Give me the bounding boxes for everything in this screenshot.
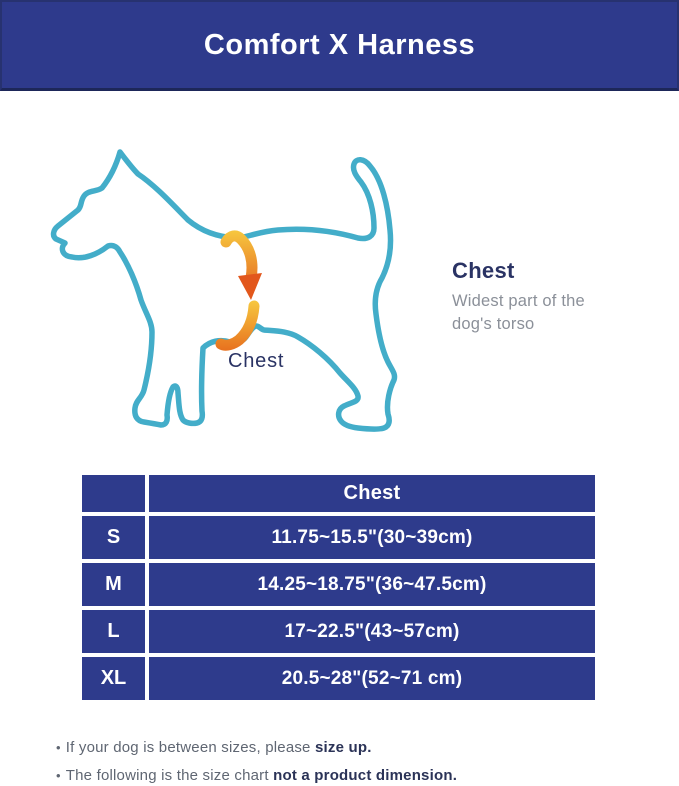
notes [56, 739, 457, 786]
measure-band-upper-icon [226, 236, 252, 278]
table-header-chest: Chest [149, 475, 595, 512]
header-banner [0, 0, 679, 91]
size-cell-xl: XL [82, 657, 145, 700]
page-title: Comfort X Harness [203, 28, 476, 61]
size-cell-l: L [82, 610, 145, 653]
size-table [82, 475, 595, 700]
note-bold: not a product dimension. [273, 767, 458, 784]
chest-value-cell-xl: 20.5~28"(52~71 cm) [149, 657, 595, 700]
dog-outline-icon [54, 152, 395, 429]
note-item-1 [56, 739, 457, 756]
down-arrow-icon [238, 273, 262, 300]
note-prefix: If your dog is between sizes, please [65, 739, 315, 756]
chest-value-cell-s: 11.75~15.5"(30~39cm) [149, 516, 595, 559]
note-prefix: The following is the size chart [65, 767, 274, 784]
bullet-icon: • [56, 768, 61, 783]
chest-value-cell-m: 14.25~18.75"(36~47.5cm) [149, 563, 595, 606]
note-bold: size up. [314, 739, 372, 756]
chest-value-cell-l: 17~22.5"(43~57cm) [149, 610, 595, 653]
dog-diagram-svg [40, 130, 440, 460]
measurement-legend [452, 258, 642, 336]
table-header-size [82, 475, 145, 512]
size-cell-s: S [82, 516, 145, 559]
legend-description-line2: dog's torso [452, 315, 535, 333]
bullet-icon: • [56, 740, 61, 755]
note-item-2 [56, 767, 457, 784]
diagram-chest-label: Chest [228, 350, 285, 372]
legend-title: Chest [452, 258, 515, 283]
size-cell-m: M [82, 563, 145, 606]
legend-description-line1: Widest part of the [452, 292, 585, 310]
